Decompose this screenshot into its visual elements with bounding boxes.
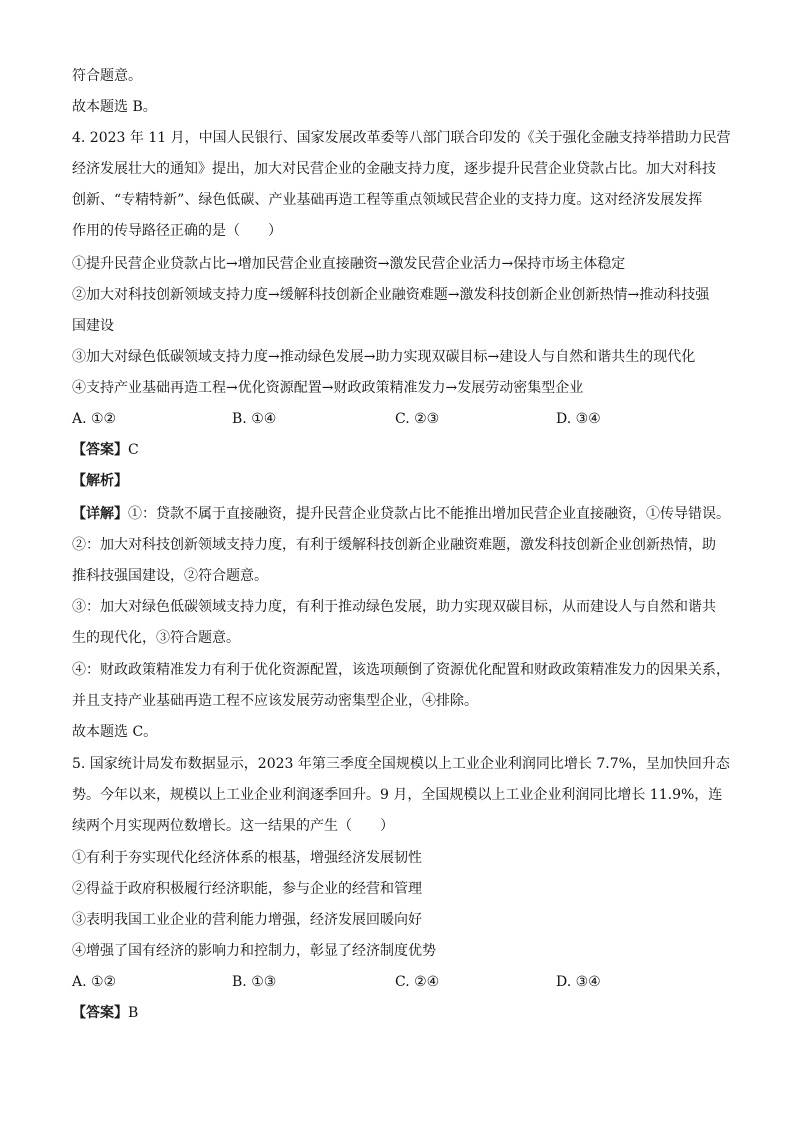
q4-answer bbox=[72, 440, 732, 460]
q4-detail-line bbox=[72, 504, 732, 524]
q4-detail-line: 生的现代化，③符合题意。 bbox=[72, 630, 240, 646]
answer-tag: 【答案】 bbox=[72, 442, 128, 458]
q5-option-d[interactable]: D. ③④ bbox=[556, 974, 601, 990]
q5-stem-line: 势。今年以来，规模以上工业企业利润逐季回升。9 月，全国规模以上工业企业利润同比增长 11.9%，连 bbox=[72, 787, 723, 803]
q4-item: ①提升民营企业贷款占比→增加民营企业直接融资→激发民营企业活力→保持市场主体稳定 bbox=[72, 256, 626, 272]
q4-detail-line: ③：加大对绿色低碳领域支持力度，有利于推动绿色发展，助力实现双碳目标，从而建设人与自然和谐共 bbox=[72, 599, 716, 615]
q4-detail-line: ②：加大对科技创新领域支持力度，有利于缓解科技创新企业融资难题，激发科技创新企业创新热情，助 bbox=[72, 537, 716, 553]
q4-item: ②加大对科技创新领域支持力度→缓解科技创新企业融资难题→激发科技创新企业创新热情→推动科技强 bbox=[72, 287, 710, 303]
q5-option-b[interactable]: B. ①③ bbox=[232, 974, 277, 990]
q5-stem-line: 5. 国家统计局发布数据显示，2023 年第三季度全国规模以上工业企业利润同比增长 7.7%，呈加快回升态 bbox=[72, 756, 730, 772]
q5-option-c[interactable]: C. ②④ bbox=[395, 974, 440, 990]
q4-detail-line: 推科技强国建设，②符合题意。 bbox=[72, 568, 268, 584]
prev-line-2: 故本题选 B。 bbox=[72, 99, 157, 115]
q5-item: ③表明我国工业企业的营利能力增强，经济发展回暖向好 bbox=[72, 912, 422, 928]
q5-item: ①有利于夯实现代化经济体系的根基，增强经济发展韧性 bbox=[72, 850, 422, 866]
q4-stem-line: 作用的传导路径正确的是（ ） bbox=[72, 223, 282, 239]
q4-item: ③加大对绿色低碳领域支持力度→推动绿色发展→助力实现双碳目标→建设人与自然和谐共生的现代化 bbox=[72, 349, 696, 365]
detail-tag: 【详解】 bbox=[72, 506, 128, 522]
q4-conclusion: 故本题选 C。 bbox=[72, 724, 158, 740]
answer-tag: 【答案】 bbox=[72, 1005, 128, 1021]
q5-item: ②得益于政府积极履行经济职能，参与企业的经营和管理 bbox=[72, 881, 422, 897]
q4-stem-line: 4. 2023 年 11 月，中国人民银行、国家发展改革委等八部门联合印发的《关于强化金融支持举措助力民营 bbox=[72, 130, 731, 146]
answer-value: C bbox=[128, 442, 139, 458]
q4-option-b[interactable]: B. ①④ bbox=[232, 411, 277, 427]
q5-option-a[interactable]: A. ①② bbox=[72, 974, 117, 990]
analysis-tag: 【解析】 bbox=[72, 473, 128, 489]
q4-option-a[interactable]: A. ①② bbox=[72, 411, 117, 427]
q4-stem-line: 创新、“专精特新”、绿色低碳、产业基础再造工程等重点领域民营企业的支持力度。这对经济发展发挥 bbox=[72, 192, 703, 208]
answer-value: B bbox=[128, 1005, 139, 1021]
q4-item: ④支持产业基础再造工程→优化资源配置→财政政策精准发力→发展劳动密集型企业 bbox=[72, 380, 584, 396]
prev-line-1: 符合题意。 bbox=[72, 68, 142, 84]
q4-option-c[interactable]: C. ②③ bbox=[395, 411, 440, 427]
q4-option-d[interactable]: D. ③④ bbox=[556, 411, 601, 427]
q4-detail-line: 并且支持产业基础再造工程不应该发展劳动密集型企业，④排除。 bbox=[72, 693, 478, 709]
q4-stem-line: 经济发展壮大的通知》提出，加大对民营企业的金融支持力度，逐步提升民营企业贷款占比。加大对科技 bbox=[72, 161, 716, 177]
detail-text: ①：贷款不属于直接融资，提升民营企业贷款占比不能推出增加民营企业直接融资，①传导错误。 bbox=[128, 506, 730, 522]
q4-item: 国建设 bbox=[72, 318, 114, 334]
q5-stem-line: 续两个月实现两位数增长。这一结果的产生（ ） bbox=[72, 818, 394, 834]
q5-item: ④增强了国有经济的影响力和控制力，彰显了经济制度优势 bbox=[72, 943, 436, 959]
q5-answer bbox=[72, 1003, 732, 1023]
q4-analysis-heading bbox=[72, 471, 732, 491]
q4-detail-line: ④：财政政策精准发力有利于优化资源配置，该选项颠倒了资源优化配置和财政政策精准发力的因果关系， bbox=[72, 662, 730, 678]
